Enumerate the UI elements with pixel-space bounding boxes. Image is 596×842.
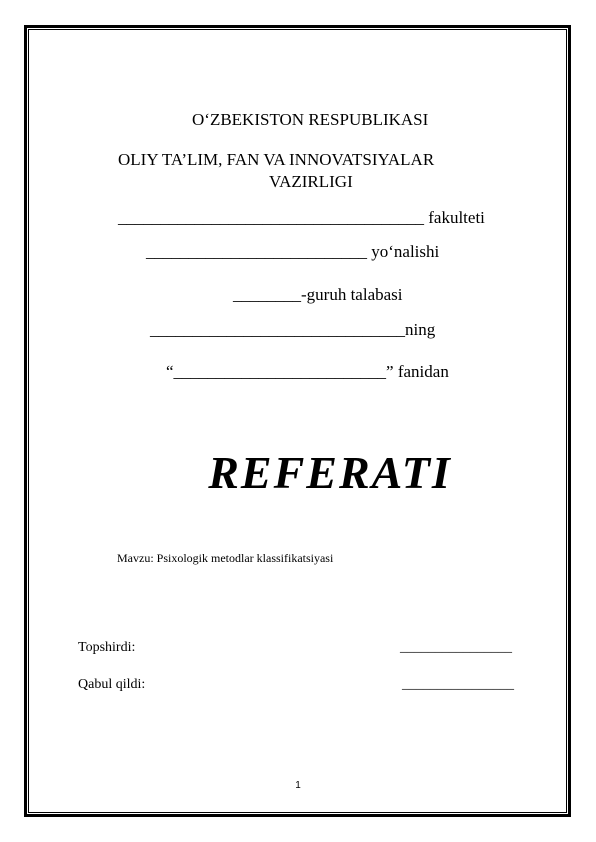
ministry-heading-line2: VAZIRLIGI [269, 172, 353, 191]
page-border-inner [28, 29, 567, 813]
subject-field: “_________________________” fanidan [166, 362, 449, 381]
direction-field: __________________________ yo‘nalishi [146, 242, 440, 261]
accepted-label: Qabul qildi: [78, 677, 146, 692]
document-title: REFERATI [208, 447, 452, 498]
topic-line: Mavzu: Psixologik metodlar klassifikatsiyasi [117, 551, 334, 565]
submitted-label: Topshirdi: [78, 640, 136, 655]
page-number: 1 [295, 780, 301, 791]
student-field: ______________________________ning [150, 320, 436, 339]
country-heading: O‘ZBEKISTON RESPUBLIKASI [192, 110, 429, 129]
ministry-heading-line1: OLIY TA’LIM, FAN VA INNOVATSIYALAR [118, 150, 435, 169]
group-field: ________-guruh talabasi [233, 285, 403, 304]
faculty-field: ____________________________________ fakulteti [118, 208, 485, 227]
accepted-signature-line: ________________ [402, 677, 514, 692]
submitted-signature-line: ________________ [400, 640, 512, 655]
